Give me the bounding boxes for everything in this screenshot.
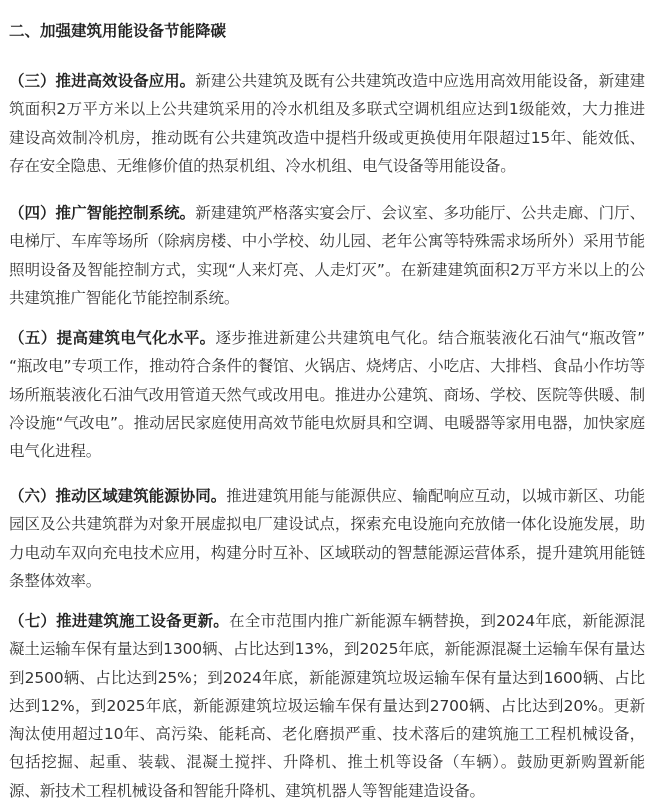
section-title: 二、加强建筑用能设备节能降碳 <box>9 22 227 40</box>
paragraph-4 <box>9 199 645 312</box>
paragraph-line: （三）推进高效设备应用。新建公共建筑及既有公共建筑改造中应选用高效用能设备，新建建 <box>9 72 646 90</box>
paragraph-line: 场所瓶装液化石油气改用管道天然气或改用电。推进办公建筑、商场、学校、医院等供暖、制 <box>9 385 645 404</box>
paragraph-line: 包括挖掘、起重、装载、混凝土搅拌、升降机、推土机等设备（车辆）。鼓励更新购置新能 <box>9 753 645 772</box>
paragraph-line: 冷设施“气改电”。推动居民家庭使用高效节能电炊厨具和空调、电暖器等家用电器，加快家庭 <box>9 413 645 432</box>
paragraph-lead: （三）推进高效设备应用。 <box>9 72 196 90</box>
paragraph-line: 电气化进程。 <box>9 442 102 461</box>
paragraph-5 <box>9 324 645 465</box>
paragraph-line: “瓶改电”专项工作，推动符合条件的餐馆、火锅店、烧烤店、小吃店、大排档、食品小作坊等 <box>9 357 645 376</box>
paragraph-3 <box>9 67 645 180</box>
paragraph-7 <box>9 607 645 805</box>
paragraph-line: 建设高效制冷机房，推动既有公共建筑改造中提档升级或更换使用年限超过15年、能效低、 <box>9 128 645 147</box>
paragraph-lead: （四）推广智能控制系统。 <box>9 204 196 222</box>
paragraph-line: 凝土运输车保有量达到1300辆、占比达到13%，到2025年底，新能源混凝土运输车保有量达 <box>9 640 645 659</box>
paragraph-lead: （五）提高建筑电气化水平。 <box>9 329 216 347</box>
paragraph-line: 到2500辆、占比达到25%；到2024年底，新能源建筑垃圾运输车保有量达到1600辆、占比 <box>9 668 645 687</box>
paragraph-line: 存在安全隐患、无维修价值的热泵机组、冷水机组、电气设备等用能设备。 <box>9 156 516 175</box>
paragraph-lead: （六）推动区域建筑能源协同。 <box>9 487 227 505</box>
paragraph-line: 淘汰使用超过10年、高污染、能耗高、老化磨损严重、技术落后的建筑施工工程机械设备， <box>9 725 645 744</box>
paragraph-line: 园区及公共建筑群为对象开展虚拟电厂建设试点，探索充电设施向充放储一体化设施发展，助 <box>9 515 645 534</box>
paragraph-6 <box>9 482 645 595</box>
paragraph-line: （七）推进建筑施工设备更新。在全市范围内推广新能源车辆替换，到2024年底，新能源混 <box>9 612 646 630</box>
paragraph-line: 源、新技术工程机械设备和智能升降机、建筑机器人等智能建造设备。 <box>9 781 485 800</box>
paragraph-line: 力电动车双向充电技术应用，构建分时互补、区域联动的智慧能源运营体系，提升建筑用能链 <box>9 543 645 562</box>
paragraph-line: （六）推动区域建筑能源协同。推进建筑用能与能源供应、输配响应互动，以城市新区、功能 <box>9 487 646 505</box>
paragraph-line: 电梯厅、车库等场所（除病房楼、中小学校、幼儿园、老年公寓等特殊需求场所外）采用节能 <box>9 232 645 251</box>
paragraph-line: （四）推广智能控制系统。新建建筑严格落实宴会厅、会议室、多功能厅、公共走廊、门厅、 <box>9 204 646 222</box>
paragraph-line: （五）提高建筑电气化水平。逐步推进新建公共建筑电气化。结合瓶装液化石油气“瓶改管” <box>9 329 645 347</box>
paragraph-line: 筑面积2万平方米以上公共建筑采用的冷水机组及多联式空调机组应达到1级能效，大力推进 <box>9 100 645 119</box>
paragraph-line: 达到12%，到2025年底，新能源建筑垃圾运输车保有量达到2700辆、占比达到20%。更新 <box>9 696 645 715</box>
paragraph-lead: （七）推进建筑施工设备更新。 <box>9 612 230 630</box>
paragraph-line: 共建筑推广智能化节能控制系统。 <box>9 288 240 307</box>
paragraph-line: 照明设备及智能控制方式，实现“人来灯亮、人走灯灭”。在新建建筑面积2万平方米以上的公 <box>9 260 645 279</box>
paragraph-line: 条整体效率。 <box>9 571 102 590</box>
